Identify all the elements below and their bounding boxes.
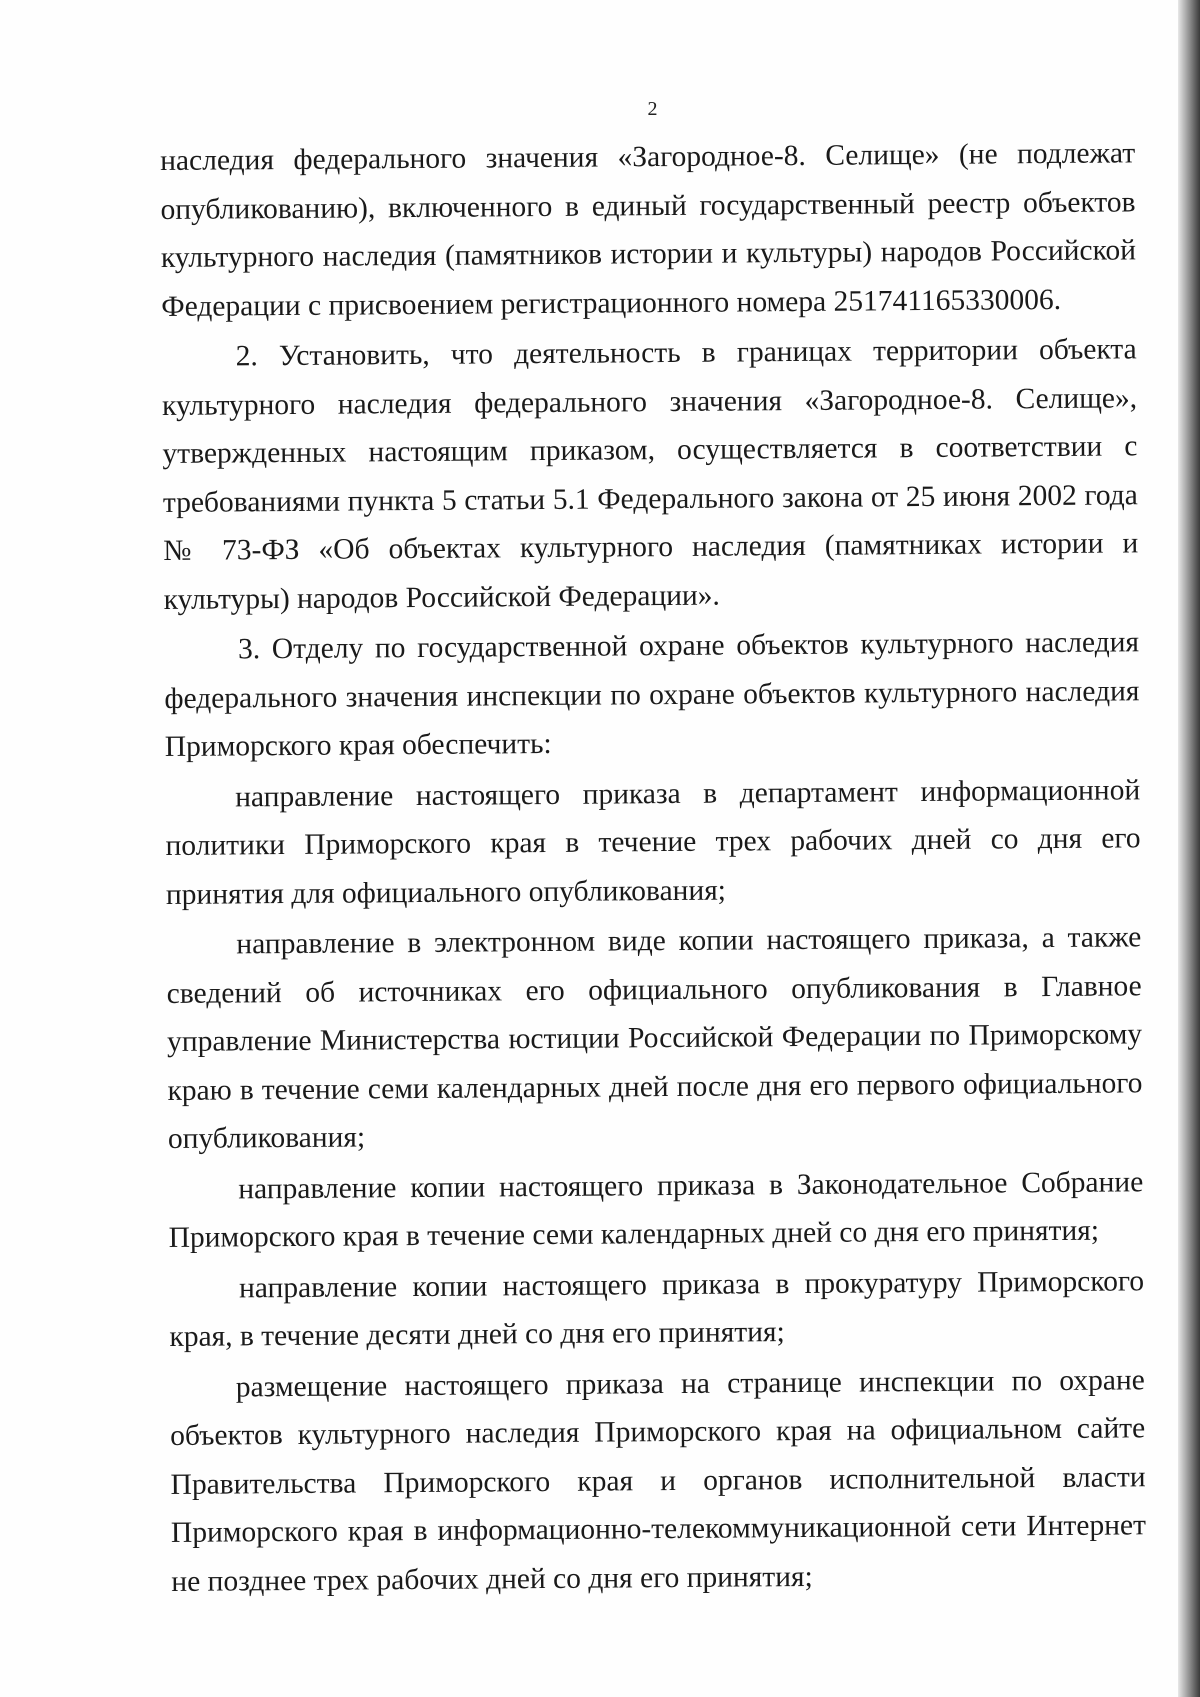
paragraph-subitem-prosecutor: направление копии настоящего приказа в прокуратуру Приморского края, в течение десяти дней со дня его принятия; [169, 1264, 1145, 1353]
scan-page-edge [1178, 0, 1200, 1697]
paragraph-item-3: 3. Отделу по государственной охране объектов культурного наследия федерального значения инспекции по охране объектов культурного наследия Приморского края обеспечить: [164, 626, 1140, 763]
document-body [160, 129, 1147, 1606]
paragraph-item-2: 2. Установить, что деятельность в границах территории объекта культурного наследия федерального значения «Загородное-8. Селище», утвержденных настоящим приказом, осуществляется в соответствии с требованиями пункта 5 статьи 5.1 Федерального закона от 25 июня 2002 года № 73-ФЗ «Об объектах культурного наследия (памятниках истории и культуры) народов Российской Федерации». [161, 333, 1139, 616]
paragraph-subitem-website: размещение настоящего приказа на странице инспекции по охране объектов культурного наследия Приморского края на официальном сайте Правительства Приморского края и органов исполнительной власти Приморского края в информационно-телекоммуникационной сети Интернет не позднее трех рабочих дней со дня его принятия; [170, 1363, 1147, 1598]
paragraph-continuation: наследия федерального значения «Загородное-8. Селище» (не подлежат опубликованию), включенного в единый государственный реестр объектов культурного наследия (памятников истории и культуры) народов Российской Федерации с присвоением регистрационного номера 251741165330006. [160, 137, 1137, 323]
paragraph-subitem-publication: направление настоящего приказа в департамент информационной политики Приморского края в течение трех рабочих дней со дня его принятия для официального опубликования; [165, 773, 1141, 911]
paragraph-subitem-legislative-assembly: направление копии настоящего приказа в Законодательное Собрание Приморского края в течение семи календарных дней со дня его принятия; [168, 1165, 1144, 1254]
paragraph-subitem-ministry-justice: направление в электронном виде копии настоящего приказа, а также сведений об источниках его официального опубликования в Главное управление Министерства юстиции Российской Федерации по Приморскому краю в течение семи календарных дней после дня его первого официального опубликования; [166, 921, 1143, 1155]
page-number: 2 [647, 98, 658, 120]
